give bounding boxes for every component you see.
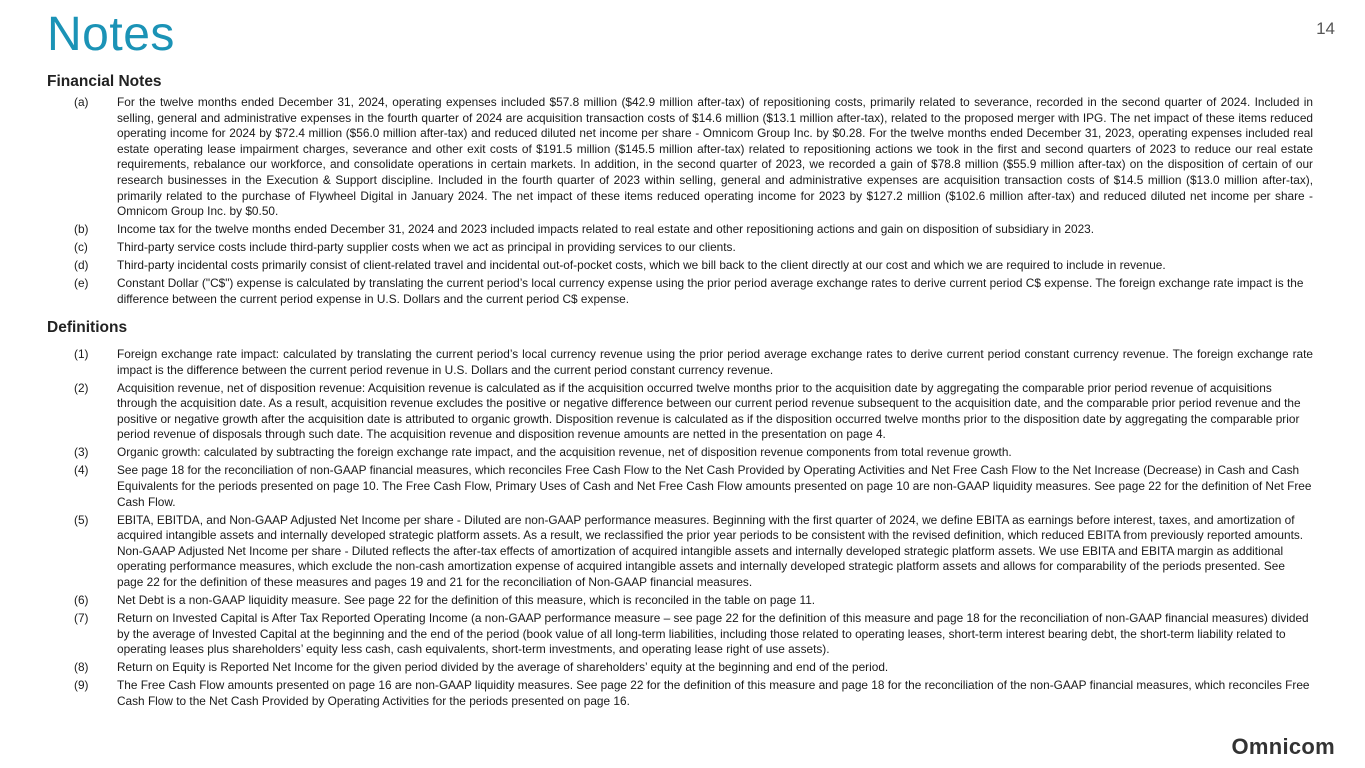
definition-text: Return on Equity is Reported Net Income for the given period divided by the average of shareholders’ equity at the beginning and end of the period. (117, 660, 889, 675)
definition-marker: (7) (74, 611, 89, 626)
definition-6 (47, 593, 1313, 609)
note-marker: (d) (74, 258, 89, 273)
definition-text: Return on Invested Capital is After Tax Reported Operating Income (a non-GAAP performance measure – see page 22 for the definition of this measure and page 18 for the reconciliation of non-GAAP financial measures) divided by the average of Invested Capital at the beginning and the end of the period (book value of all long-term liabilities, including those related to operating leases, short-term interest bearing debt, the short-term liability related to operating leases plus shareholders’ equity less cash, cash equivalents, short-term investments, and operating lease right of use assets). (117, 611, 1309, 657)
definition-text: The Free Cash Flow amounts presented on page 16 are non-GAAP liquidity measures. See page 22 for the definition of this measure and page 18 for the reconciliation of the non-GAAP financial measures, which reconciles Free Cash Flow to the Net Cash Provided by Operating Activities for the periods presented on page 16. (117, 678, 1310, 708)
financial-notes-list (47, 95, 1313, 310)
financial-note-c (47, 240, 1313, 256)
note-marker: (c) (74, 240, 88, 255)
note-marker: (b) (74, 222, 89, 237)
financial-note-a (47, 95, 1313, 220)
definition-text: Foreign exchange rate impact: calculated by translating the current period’s local currency revenue using the prior period average exchange rates to derive current period constant currency revenue. The foreign exchange rate impact is the difference between the current period revenue in U.S. Dollars and the current period constant currency revenue. (117, 347, 1313, 377)
definition-8 (47, 660, 1313, 676)
definition-marker: (9) (74, 678, 89, 693)
definition-marker: (3) (74, 445, 89, 460)
definition-text: EBITA, EBITDA, and Non-GAAP Adjusted Net Income per share - Diluted are non-GAAP performance measures. Beginning with the first quarter of 2024, we define EBITA as earnings before interest, taxes, and amortization of acquired intangible assets and internally developed strategic platform assets. As a result, we reclassified the prior year periods to be consistent with the revised definition, which reduced EBITA from previously reported amounts. Non-GAAP Adjusted Net Income per share - Diluted reflects the after-tax effects of amortization of acquired intangible assets and internally developed strategic platform assets. We use EBITA and EBITA margin as additional operating performance measures, which exclude the non-cash amortization expense of acquired intangible assets and internally developed strategic platform assets and allows for comparability of the periods presented. See page 22 for the definition of these measures and pages 19 and 21 for the reconciliation of Non-GAAP financial measures. (117, 512, 1304, 590)
definition-text: Acquisition revenue, net of disposition revenue: Acquisition revenue is calculated as if the acquisition occurred twelve months prior to the acquisition date by aggregating the comparable prior period revenue of acquisitions through the acquisition date. As a result, acquisition revenue excludes the positive or negative difference between our current period revenue subsequent to the acquisition date, and the comparable prior period revenue and the positive or negative growth after the acquisition date is attributed to organic growth. Disposition revenue is calculated as if the disposition occurred twelve months prior to the disposition date by aggregating the comparable prior period revenue of disposals through such date. The acquisition revenue and disposition revenue amounts are netted in the presentation on page 4. (117, 380, 1301, 442)
financial-note-b (47, 222, 1313, 238)
note-text: For the twelve months ended December 31, 2024, operating expenses included $57.8 million ($42.9 million after-tax) of repositioning costs, primarily related to severance, recorded in the second quarter of 2024. Included in selling, general and administrative expenses in the fourth quarter of 2024 are acquisition transaction costs of $14.6 million ($13.1 million after-tax), related to the proposed merger with IPG. The net impact of these items reduced operating income for 2024 by $72.4 million ($56.0 million after-tax) and reduced diluted net income per share - Omnicom Group Inc. by $0.28. For the twelve months ended December 31, 2023, operating expenses included real estate operating lease impairment charges, severance and other exit costs of $191.5 million ($145.5 million after-tax) related to repositioning actions we took in the first and second quarters of 2023 to reduce our real estate requirements, rebalance our workforce, and consolidate operations in certain markets. In addition, in the second quarter of 2023, we recorded a gain of $78.8 million ($55.9 million after-tax) on the disposition of certain of our research businesses in the Execution & Support discipline. Included in the fourth quarter of 2023 within selling, general and administrative expenses are acquisition transaction costs of $14.5 million ($13.0 million after-tax), primarily related to the purchase of Flywheel Digital in January 2024. The net impact of these items reduced operating income for 2023 by $127.2 million ($102.6 million after-tax) and reduced diluted net income per share - Omnicom Group Inc. by $0.50. (117, 95, 1313, 219)
definition-marker: (5) (74, 512, 89, 527)
definition-3 (47, 445, 1313, 461)
definitions-list (47, 347, 1313, 712)
financial-note-e (47, 276, 1313, 307)
definition-marker: (8) (74, 660, 89, 675)
definition-marker: (1) (74, 347, 89, 361)
financial-note-d (47, 258, 1313, 274)
omnicom-logo: Omnicom (1231, 734, 1335, 759)
definition-9 (47, 678, 1313, 709)
definition-marker: (4) (74, 463, 89, 478)
note-text: Constant Dollar ("C$") expense is calculated by translating the current period’s local currency expense using the prior period average exchange rates to derive current period C$ expense. The foreign exchange rate impact is the difference between the current period expense in U.S. Dollars and the current period C$ expense. (117, 276, 1304, 306)
definition-text: See page 18 for the reconciliation of non-GAAP financial measures, which reconciles Free Cash Flow to the Net Cash Provided by Operating Activities and Net Free Cash Flow to the Net Increase (Decrease) in Cash and Cash Equivalents for the periods presented on page 10. The Free Cash Flow, Primary Uses of Cash and Net Free Cash Flow amounts presented on page 10 are non-GAAP liquidity measures. See page 22 for the definition of Net Free Cash Flow. (117, 463, 1312, 509)
page-number: 14 (1316, 19, 1335, 38)
definition-1 (47, 347, 1313, 378)
financial-notes-heading: Financial Notes (47, 73, 162, 90)
note-marker: (e) (74, 276, 89, 291)
definition-marker: (2) (74, 380, 89, 395)
definition-4 (47, 463, 1313, 510)
definition-marker: (6) (74, 593, 89, 608)
definitions-heading: Definitions (47, 319, 128, 336)
note-text: Third-party service costs include third-party supplier costs when we act as principal in providing services to our clients. (117, 240, 736, 255)
note-text: Third-party incidental costs primarily consist of client-related travel and incidental out-of-pocket costs, which we bill back to the client directly at our cost and which we are required to include in revenue. (117, 258, 1166, 273)
definition-5 (47, 513, 1313, 591)
page-title: Notes (47, 8, 175, 61)
definition-text: Organic growth: calculated by subtracting the foreign exchange rate impact, and the acquisition revenue, net of disposition revenue components from total revenue growth. (117, 445, 1012, 460)
definition-7 (47, 611, 1313, 658)
definition-2 (47, 381, 1313, 443)
note-marker: (a) (74, 95, 89, 109)
definition-text: Net Debt is a non-GAAP liquidity measure. See page 22 for the definition of this measure, which is reconciled in the table on page 11. (117, 593, 816, 608)
note-text: Income tax for the twelve months ended December 31, 2024 and 2023 included impacts related to real estate and other repositioning actions and gain on disposition of subsidiary in 2023. (117, 222, 1095, 237)
